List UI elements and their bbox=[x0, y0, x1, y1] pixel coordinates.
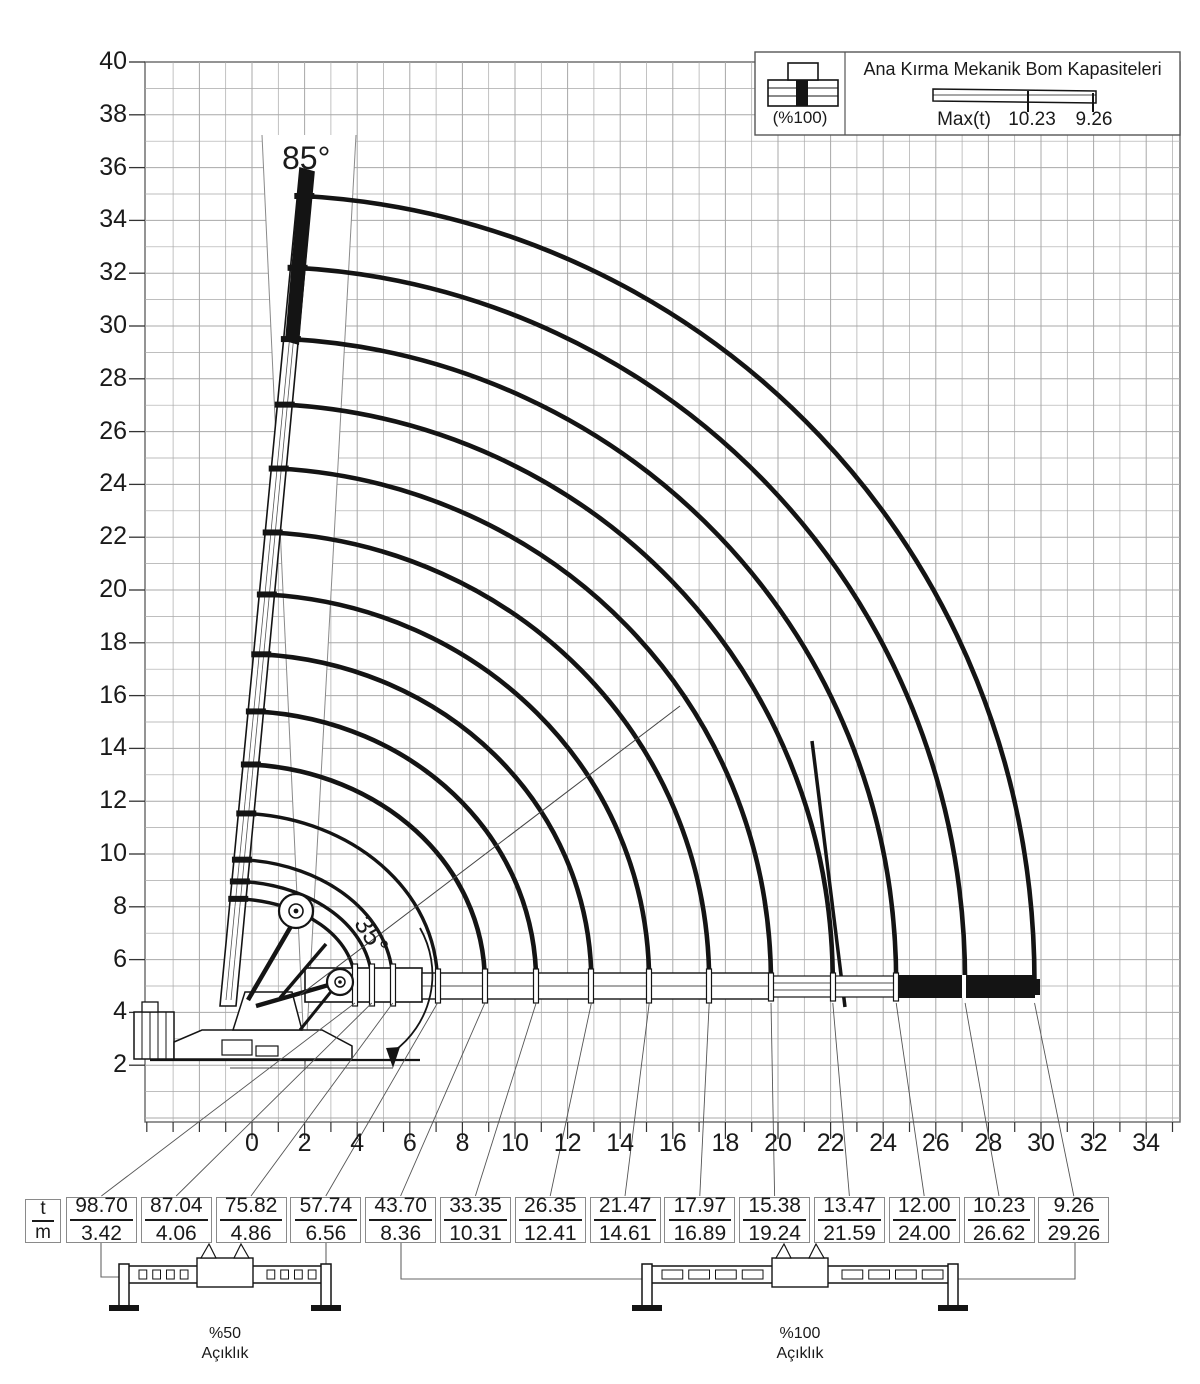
arc-attach-collar bbox=[230, 878, 250, 884]
boom-joint-collar bbox=[391, 964, 396, 1006]
outrigger-diagrams bbox=[109, 1244, 968, 1311]
x-axis-label: 4 bbox=[350, 1129, 365, 1157]
y-axis-label: 26 bbox=[99, 416, 127, 445]
capacity-tonnes: 15.38 bbox=[743, 1194, 806, 1221]
x-axis-label: 34 bbox=[1132, 1129, 1161, 1157]
capacity-arc bbox=[285, 405, 833, 983]
arc-attach-collar bbox=[275, 402, 295, 408]
boom-angle-wedge-85 bbox=[262, 135, 356, 1070]
y-axis-label: 30 bbox=[99, 311, 127, 339]
capacity-tonnes: 12.00 bbox=[893, 1194, 956, 1221]
capacity-cell bbox=[66, 1194, 137, 1245]
arc-attach-collar bbox=[228, 896, 248, 902]
boom-joint-collar bbox=[370, 964, 375, 1006]
beam-box bbox=[139, 1270, 147, 1279]
y-axis-label: 34 bbox=[99, 205, 127, 234]
x-axis-label: 8 bbox=[455, 1129, 470, 1157]
outreach-metres: 6.56 bbox=[305, 1222, 347, 1245]
y-axis-label: 16 bbox=[99, 680, 127, 709]
y-axis-label: 32 bbox=[99, 258, 127, 287]
boom-min-angle-label: 35° bbox=[348, 910, 395, 960]
leg bbox=[119, 1264, 129, 1306]
capacity-cell bbox=[889, 1194, 960, 1245]
y-axis-label: 28 bbox=[99, 363, 127, 392]
y-axis-label: 2 bbox=[113, 1050, 127, 1079]
x-axis-label: 26 bbox=[921, 1129, 950, 1157]
arc-attach-collar bbox=[246, 708, 266, 714]
beam-box bbox=[689, 1270, 710, 1279]
capacity-tonnes: 75.82 bbox=[220, 1194, 283, 1221]
outreach-metres: 29.26 bbox=[1047, 1222, 1101, 1245]
unit-bottom: m bbox=[35, 1222, 51, 1243]
outreach-metres: 10.31 bbox=[449, 1222, 502, 1245]
capacity-tonnes: 9.26 bbox=[1048, 1194, 1099, 1221]
x-axis-label: 16 bbox=[658, 1129, 687, 1157]
y-axis-label: 24 bbox=[99, 469, 127, 498]
capacity-cell bbox=[664, 1194, 735, 1245]
capacity-tonnes: 87.04 bbox=[145, 1194, 208, 1221]
boom-joint-collar bbox=[589, 969, 594, 1003]
y-axis-label: 38 bbox=[99, 99, 127, 128]
capacity-tonnes: 43.70 bbox=[369, 1194, 432, 1221]
arc-attach-collar bbox=[294, 193, 314, 199]
beam-box bbox=[153, 1270, 161, 1279]
arc-attach-collar bbox=[236, 810, 256, 816]
outreach-metres: 12.41 bbox=[524, 1222, 577, 1245]
boom-joint-collar bbox=[436, 969, 441, 1003]
beam-box bbox=[267, 1270, 275, 1279]
center-body bbox=[772, 1258, 828, 1287]
capacity-cell bbox=[216, 1194, 287, 1245]
capacity-cell bbox=[739, 1194, 810, 1245]
beam-box bbox=[742, 1270, 763, 1279]
cab-mark bbox=[776, 1244, 791, 1258]
boom-joint-collar bbox=[894, 973, 899, 1001]
capacity-cell bbox=[964, 1194, 1035, 1245]
y-axis-label: 18 bbox=[99, 627, 127, 656]
outreach-metres: 4.06 bbox=[155, 1222, 197, 1245]
cab-mark bbox=[201, 1244, 216, 1258]
outreach-metres: 16.89 bbox=[673, 1222, 727, 1245]
legend-title: Ana Kırma Mekanik Bom Kapasiteleri bbox=[863, 59, 1162, 79]
boom-joint-collar bbox=[707, 969, 712, 1003]
outreach-metres: 26.62 bbox=[972, 1222, 1026, 1245]
boom-max-angle-label: 85° bbox=[282, 140, 331, 176]
x-axis-label: 10 bbox=[501, 1129, 529, 1157]
x-axis-label: 12 bbox=[553, 1129, 582, 1157]
leader-line bbox=[700, 1003, 709, 1196]
x-axis-label: 28 bbox=[974, 1129, 1003, 1157]
foot-pad bbox=[938, 1305, 968, 1311]
legend-max-value-1: 10.23 bbox=[1008, 109, 1056, 130]
arc-attach-collar bbox=[241, 761, 261, 767]
legend-max-label: Max(t) bbox=[937, 109, 991, 130]
capacity-cell bbox=[515, 1194, 586, 1245]
capacity-arc bbox=[298, 268, 966, 983]
outreach-metres: 19.24 bbox=[748, 1222, 801, 1245]
leader-line bbox=[625, 1003, 649, 1196]
outreach-metres: 8.36 bbox=[380, 1222, 422, 1245]
y-axis-label: 4 bbox=[113, 997, 127, 1026]
capacity-cell bbox=[440, 1194, 511, 1245]
leg bbox=[321, 1264, 331, 1306]
arc-attach-collar bbox=[281, 336, 301, 342]
leader-line bbox=[771, 1003, 775, 1196]
outreach-metres: 24.00 bbox=[898, 1222, 951, 1245]
x-axis-label: 6 bbox=[402, 1129, 417, 1157]
arc-attach-collar bbox=[288, 265, 308, 271]
boom-joint-collar bbox=[769, 973, 774, 1001]
legend-outrigger-mode: (%100) bbox=[772, 108, 828, 127]
y-axis-label: 36 bbox=[99, 152, 127, 181]
arc-attach-collar bbox=[251, 651, 271, 657]
beam-box bbox=[869, 1270, 890, 1279]
beam-box bbox=[167, 1270, 175, 1279]
beam-box bbox=[716, 1270, 737, 1279]
leader-line bbox=[475, 1003, 536, 1196]
foot-pad bbox=[311, 1305, 341, 1311]
x-axis-label: 20 bbox=[764, 1129, 792, 1157]
table-unit-header bbox=[25, 1199, 61, 1243]
y-axis-label: 22 bbox=[99, 522, 127, 551]
x-axis-label: 22 bbox=[816, 1129, 845, 1157]
boom-joint-collar bbox=[647, 969, 652, 1003]
center-body bbox=[197, 1258, 253, 1287]
capacity-tonnes: 33.35 bbox=[444, 1194, 507, 1221]
leader-line bbox=[833, 1003, 850, 1196]
arc-attach-collar bbox=[269, 466, 289, 472]
x-axis-label: 2 bbox=[297, 1129, 312, 1157]
y-axis-label: 6 bbox=[113, 944, 127, 973]
boom-joint-collar bbox=[534, 969, 539, 1003]
capacity-cell bbox=[814, 1194, 885, 1245]
foot-pad bbox=[109, 1305, 139, 1311]
boom-joint-collar bbox=[831, 973, 836, 1001]
beam-box bbox=[896, 1270, 917, 1279]
outreach-metres: 4.86 bbox=[230, 1222, 272, 1245]
beam-box bbox=[308, 1270, 316, 1279]
y-axis-label: 10 bbox=[99, 839, 127, 867]
foot-pad bbox=[632, 1305, 662, 1311]
outreach-metres: 14.61 bbox=[598, 1222, 652, 1245]
unit-top: t bbox=[32, 1198, 53, 1222]
beam-box bbox=[842, 1270, 863, 1279]
capacity-tonnes: 21.47 bbox=[594, 1194, 657, 1221]
capacity-cell bbox=[290, 1194, 361, 1245]
capacity-tonnes: 26.35 bbox=[519, 1194, 582, 1221]
outrigger-100-word: Açıklık bbox=[776, 1345, 824, 1362]
outrigger-50-drawing bbox=[109, 1244, 341, 1311]
boom-joint-collar bbox=[483, 969, 488, 1003]
y-axis-label: 20 bbox=[99, 575, 127, 603]
outrigger-50-word: Açıklık bbox=[201, 1345, 249, 1362]
outreach-metres: 3.42 bbox=[81, 1222, 122, 1245]
capacity-tonnes: 13.47 bbox=[818, 1194, 881, 1221]
x-axis-label: 18 bbox=[711, 1129, 740, 1157]
outrigger-100-percent: %100 bbox=[779, 1325, 821, 1342]
horizontal-boom-drawing bbox=[305, 968, 1040, 1002]
y-axis-label: 40 bbox=[99, 47, 127, 75]
cab-mark bbox=[234, 1244, 249, 1258]
leg bbox=[948, 1264, 958, 1306]
x-axis-label: 24 bbox=[869, 1129, 898, 1157]
beam-box bbox=[180, 1270, 188, 1279]
cab-mark bbox=[809, 1244, 824, 1258]
y-axis-label: 8 bbox=[113, 891, 127, 920]
leader-line bbox=[896, 1003, 924, 1196]
outrigger-100-drawing bbox=[632, 1244, 968, 1311]
arc-attach-collar bbox=[232, 857, 252, 863]
x-axis-label: 32 bbox=[1079, 1129, 1108, 1157]
x-axis-label: 30 bbox=[1027, 1129, 1055, 1157]
arc-attach-collar bbox=[257, 591, 277, 597]
beam-box bbox=[295, 1270, 303, 1279]
envelope-limit-line bbox=[812, 741, 845, 1007]
beam-box bbox=[662, 1270, 683, 1279]
x-axis-label: 0 bbox=[245, 1129, 259, 1157]
capacity-cell bbox=[1038, 1194, 1109, 1245]
leader-line bbox=[1035, 1003, 1074, 1196]
beam-box bbox=[281, 1270, 289, 1279]
capacity-tonnes: 17.97 bbox=[669, 1194, 732, 1221]
x-axis-label: 14 bbox=[606, 1129, 635, 1157]
outreach-metres: 21.59 bbox=[823, 1222, 876, 1245]
beam-box bbox=[922, 1270, 943, 1279]
y-axis-label: 12 bbox=[99, 786, 127, 815]
capacity-cell bbox=[365, 1194, 436, 1245]
capacity-tonnes: 98.70 bbox=[70, 1194, 133, 1221]
capacity-cell bbox=[590, 1194, 661, 1245]
leader-line bbox=[550, 1003, 591, 1196]
capacity-cell bbox=[141, 1194, 212, 1245]
outrigger-50-percent: %50 bbox=[208, 1325, 242, 1342]
arc-attach-collar bbox=[263, 529, 283, 535]
capacity-tonnes: 10.23 bbox=[968, 1194, 1031, 1221]
legend-max-value-2: 9.26 bbox=[1075, 109, 1113, 130]
leg bbox=[642, 1264, 652, 1306]
capacity-tonnes: 57.74 bbox=[295, 1194, 358, 1221]
leader-line bbox=[965, 1003, 999, 1196]
y-axis-label: 14 bbox=[99, 733, 127, 762]
